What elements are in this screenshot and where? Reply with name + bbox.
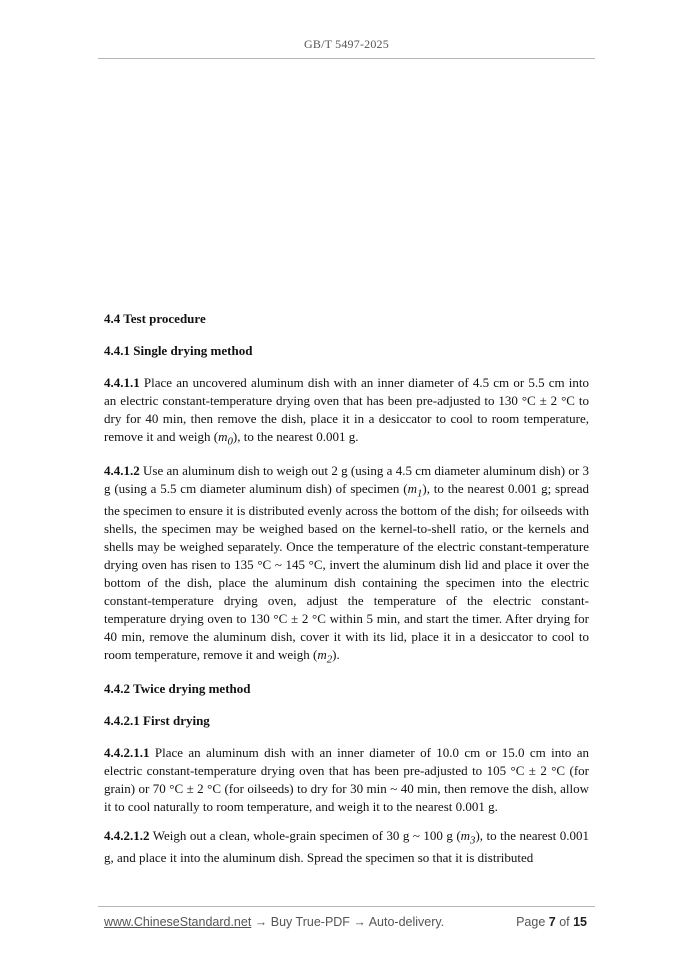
current-page: 7 [548, 915, 556, 929]
section-heading-4-4-2: 4.4.2 Twice drying method [104, 680, 251, 696]
paragraph-text: Use an aluminum dish to weigh out 2 g (using a 4.5 cm diameter aluminum dish) or 3 g (using a 5.5 cm diameter aluminum dish) of specimen ( [104, 462, 589, 496]
variable-subscript: 3 [470, 834, 476, 847]
clause-number: 4.4.2.1.1 [104, 744, 150, 760]
variable-subscript: 1 [416, 487, 423, 500]
section-heading-4-4-2-1: 4.4.2.1 First drying [104, 712, 210, 728]
website-link[interactable]: www.ChineseStandard.net [104, 915, 252, 929]
paragraph-text: ). [332, 647, 340, 663]
clause-number: 4.4.1.1 [104, 375, 140, 390]
variable-subscript: 0 [227, 435, 233, 448]
page-of-label: of [555, 915, 574, 929]
paragraph-4-4-2-1-1 [104, 744, 589, 816]
paragraph-4-4-1-1 [104, 374, 589, 451]
paragraph-4-4-2-1-2 [104, 827, 589, 868]
variable-symbol: m [317, 647, 327, 663]
footer-promo [104, 915, 444, 929]
document-header-title: GB/T 5497-2025 [304, 37, 389, 51]
clause-number: 4.4.2.1.2 [104, 827, 150, 843]
paragraph-text: Weigh out a clean, whole-grain specimen of 30 g ~ 100 g ( [149, 827, 461, 843]
variable-symbol: m [218, 429, 228, 444]
paragraph-text: Place an aluminum dish with an inner diameter of 10.0 cm or 15.0 cm into an electric constant-temperature drying oven that has been pre-adjusted to 105 °C ± 2 °C (for grain) or 70 °C ± 2 °C (for oilseeds) to dry for 30 min ~ 40 min, then remove the dish, allow it to cool naturally to room temperature, and weigh it to the nearest 0.001 g. [104, 744, 589, 814]
page-number [516, 915, 587, 929]
footer-promo-text: → Buy True-PDF → Auto-delivery. [251, 915, 445, 929]
variable-symbol: m [407, 480, 417, 496]
paragraph-text: ), to the nearest 0.001 g; spread the specimen to ensure it is distributed evenly across the bottom of the dish; for oilseeds with shells, the specimen may be weighed based on the kernel-to-shell ratio, or the kernels and shells may be weighed separately. Once the temperature of the electric constant-temperature drying oven has risen to 135 °C ~ 145 °C, invert the aluminum dish lid and place it over the bottom of the dish, place the aluminum dish containing the specimen into the electric constant-temperature drying oven, adjust the temperature of the electric constant-temperature drying oven to 130 °C ± 2 °C within 5 min, and start the timer. After drying for 40 min, remove the aluminum dish, cover it with its lid, place it in a desiccator to cool to room temperature, remove it and weigh ( [104, 480, 589, 663]
page-label: Page [516, 915, 549, 929]
paragraph-text: Place an uncovered aluminum dish with an inner diameter of 4.5 cm or 5.5 cm into an electric constant-temperature drying oven that has been pre-adjusted to 130 °C ± 2 °C to dry for 40 min, then remove the dish, place it in a desiccator to cool to room temperature, remove it and weigh ( [104, 375, 589, 444]
footer-divider [98, 906, 595, 907]
clause-number: 4.4.1.2 [104, 462, 140, 478]
document-body [104, 310, 589, 878]
header-divider [98, 58, 595, 59]
paragraph-4-4-1-2 [104, 462, 589, 669]
section-heading-4-4: 4.4 Test procedure [104, 311, 206, 326]
total-pages: 15 [573, 915, 587, 929]
paragraph-text: ), to the nearest 0.001 g, and place it into the aluminum dish. Spread the specimen so that it is distributed [104, 827, 589, 866]
variable-symbol: m [460, 827, 471, 843]
section-heading-4-4-1: 4.4.1 Single drying method [104, 343, 253, 358]
variable-subscript: 2 [326, 653, 333, 666]
paragraph-text: ), to the nearest 0.001 g. [232, 429, 359, 444]
